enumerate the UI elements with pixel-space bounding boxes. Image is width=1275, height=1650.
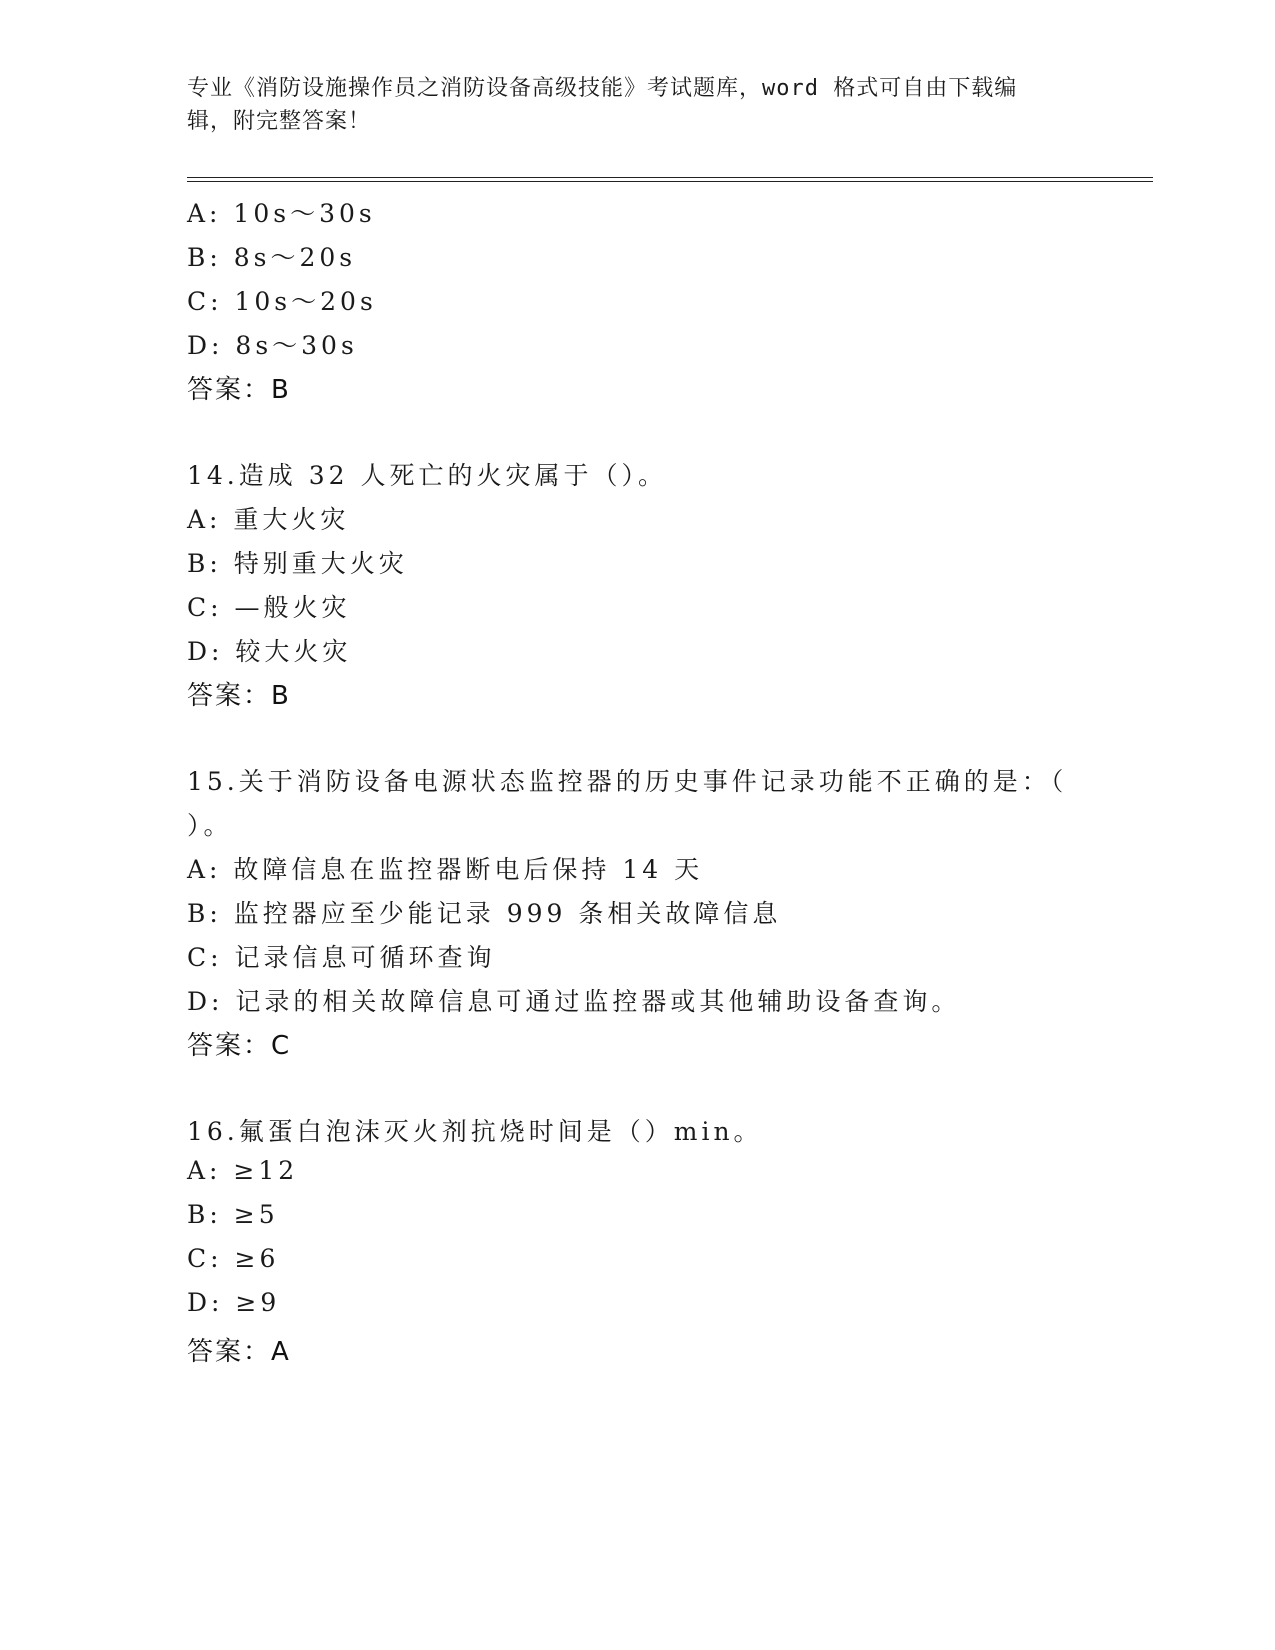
header-line-1: 专业《消防设施操作员之消防设备高级技能》考试题库，word 格式可自由下载编 [187, 76, 1018, 101]
header-divider-top [187, 177, 1153, 178]
q14-stem: 14.造成 32 人死亡的火灾属于（）。 [187, 461, 667, 490]
q15-option-d: D: 记录的相关故障信息可通过监控器或其他辅助设备查询。 [187, 987, 961, 1016]
header-line-2: 辑，附完整答案！ [187, 109, 372, 134]
q16-stem: 16.氟蛋白泡沫灭火剂抗烧时间是（）min。 [187, 1117, 763, 1146]
q15-stem-line-1: 15.关于消防设备电源状态监控器的历史事件记录功能不正确的是：（ [187, 767, 1068, 796]
q13-option-d: D: 8s～30s [187, 331, 358, 360]
q16-answer: 答案：A [187, 1337, 291, 1367]
document-header [187, 72, 1067, 138]
q15-option-b: B: 监控器应至少能记录 999 条相关故障信息 [187, 899, 782, 928]
q13-option-a: A: 10s～30s [187, 199, 376, 228]
q14-option-c: C: —般火灾 [187, 593, 351, 622]
q14-option-b: B: 特别重大火灾 [187, 549, 408, 578]
q14-option-d: D: 较大火灾 [187, 637, 352, 666]
q13-answer: 答案：B [187, 375, 291, 405]
header-divider-bottom [187, 181, 1153, 182]
q16-option-d: D: ≥9 [187, 1288, 281, 1317]
q14-option-a: A: 重大火灾 [187, 505, 350, 534]
q15-option-a: A: 故障信息在监控器断电后保持 14 天 [187, 855, 704, 884]
q15-answer: 答案：C [187, 1031, 292, 1061]
q15-option-c: C: 记录信息可循环查询 [187, 943, 496, 972]
q13-option-c: C: 10s～20s [187, 287, 377, 316]
q13-option-b: B: 8s～20s [187, 243, 357, 272]
q14-answer: 答案：B [187, 681, 291, 711]
q15-stem-line-2: ）。 [187, 811, 233, 840]
q16-option-b: B: ≥5 [187, 1200, 279, 1229]
q16-option-c: C: ≥6 [187, 1244, 280, 1273]
q16-option-a: A: ≥12 [187, 1156, 299, 1185]
